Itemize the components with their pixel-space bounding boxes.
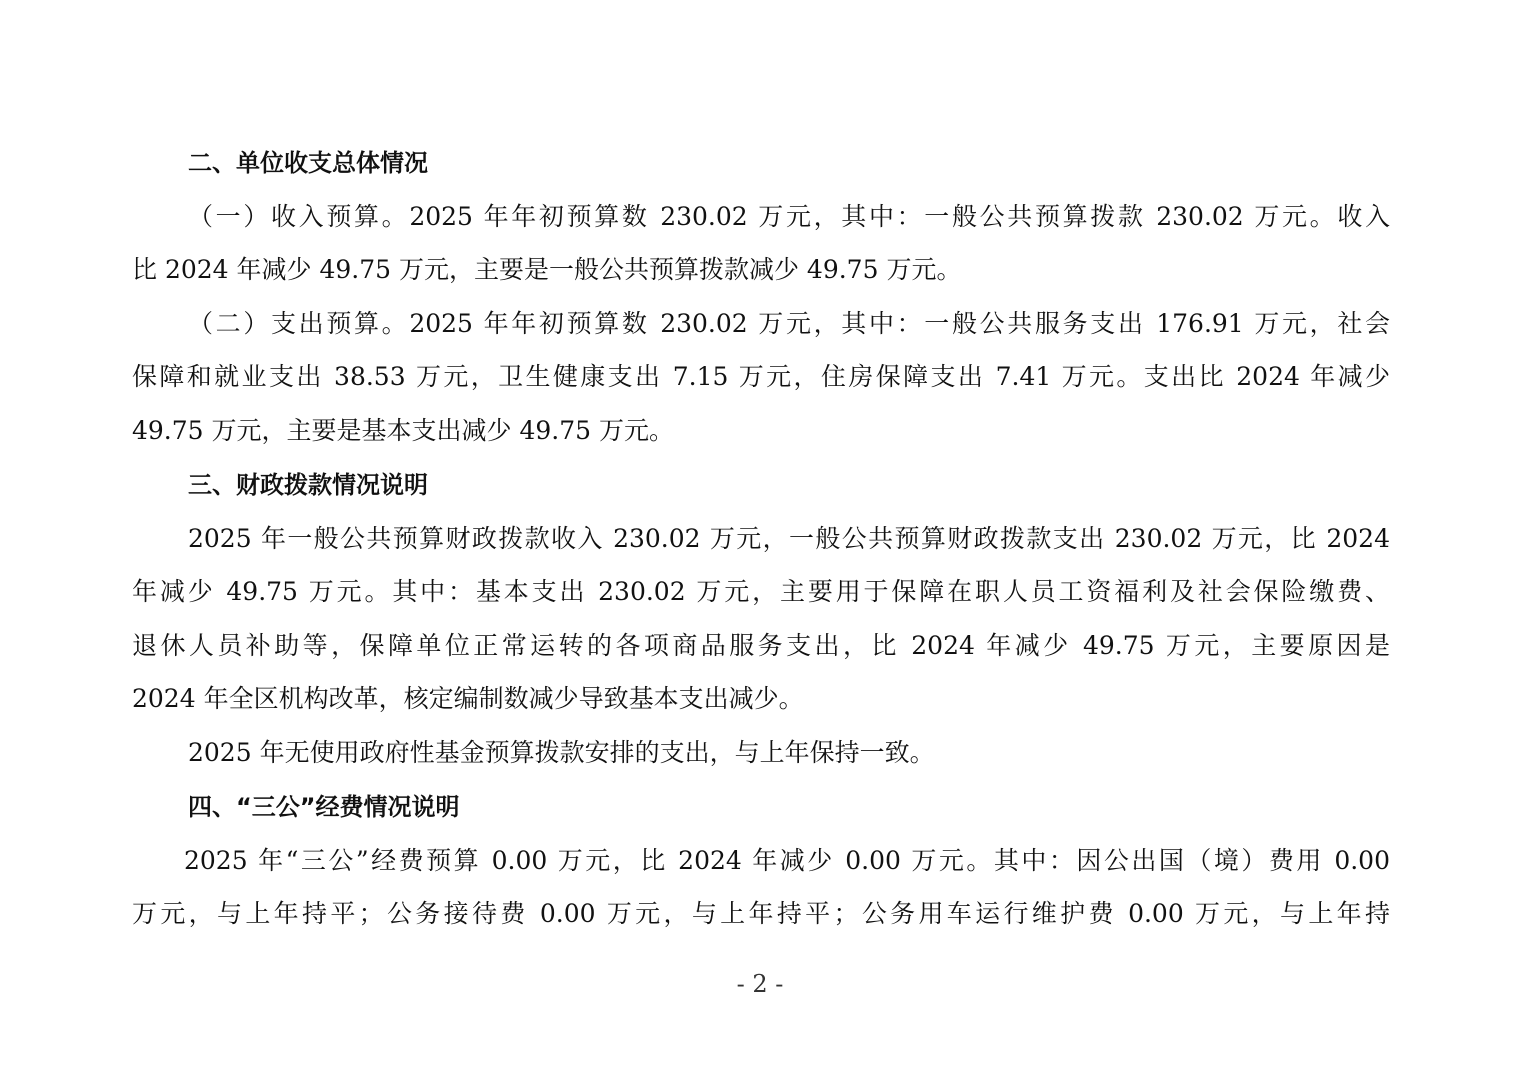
paragraph-line: 2025 年“三公”经费预算 0.00 万元，比 2024 年减少 0.00 万元。其中：因公出国（境）费用 0.00 [184,846,1390,875]
paragraph-line: （二）支出预算。2025 年年初预算数 230.02 万元，其中：一般公共服务支出 176.91 万元，社会 [188,309,1390,338]
paragraph-line: 49.75 万元，主要是基本支出减少 49.75 万元。 [132,416,674,445]
paragraph-line: 年减少 49.75 万元。其中：基本支出 230.02 万元，主要用于保障在职人员工资福利及社会保险缴费、 [132,577,1390,606]
paragraph-line: 2025 年一般公共预算财政拨款收入 230.02 万元，一般公共预算财政拨款支出 230.02 万元，比 2024 [188,524,1390,553]
paragraph-line: （一）收入预算。2025 年年初预算数 230.02 万元，其中：一般公共预算拨款 230.02 万元。收入 [188,202,1390,231]
paragraph-line: 保障和就业支出 38.53 万元，卫生健康支出 7.15 万元，住房保障支出 7.41 万元。支出比 2024 年减少 [132,362,1390,391]
section-heading-income-expense: 二、单位收支总体情况 [188,149,428,177]
paragraph-line: 退休人员补助等，保障单位正常运转的各项商品服务支出，比 2024 年减少 49.75 万元，主要原因是 [132,631,1390,660]
section-heading-fiscal-appropriation: 三、财政拨款情况说明 [188,471,428,499]
section-heading-three-public-expenses: 四、“三公”经费情况说明 [188,793,460,821]
page-number: - 2 - [736,970,784,998]
paragraph-line: 2025 年无使用政府性基金预算拨款安排的支出，与上年保持一致。 [188,738,935,767]
paragraph-line: 2024 年全区机构改革，核定编制数减少导致基本支出减少。 [132,684,804,713]
paragraph-line: 比 2024 年减少 49.75 万元，主要是一般公共预算拨款减少 49.75 万元。 [132,255,962,284]
paragraph-line: 万元，与上年持平；公务接待费 0.00 万元，与上年持平；公务用车运行维护费 0.00 万元，与上年持 [132,899,1390,928]
